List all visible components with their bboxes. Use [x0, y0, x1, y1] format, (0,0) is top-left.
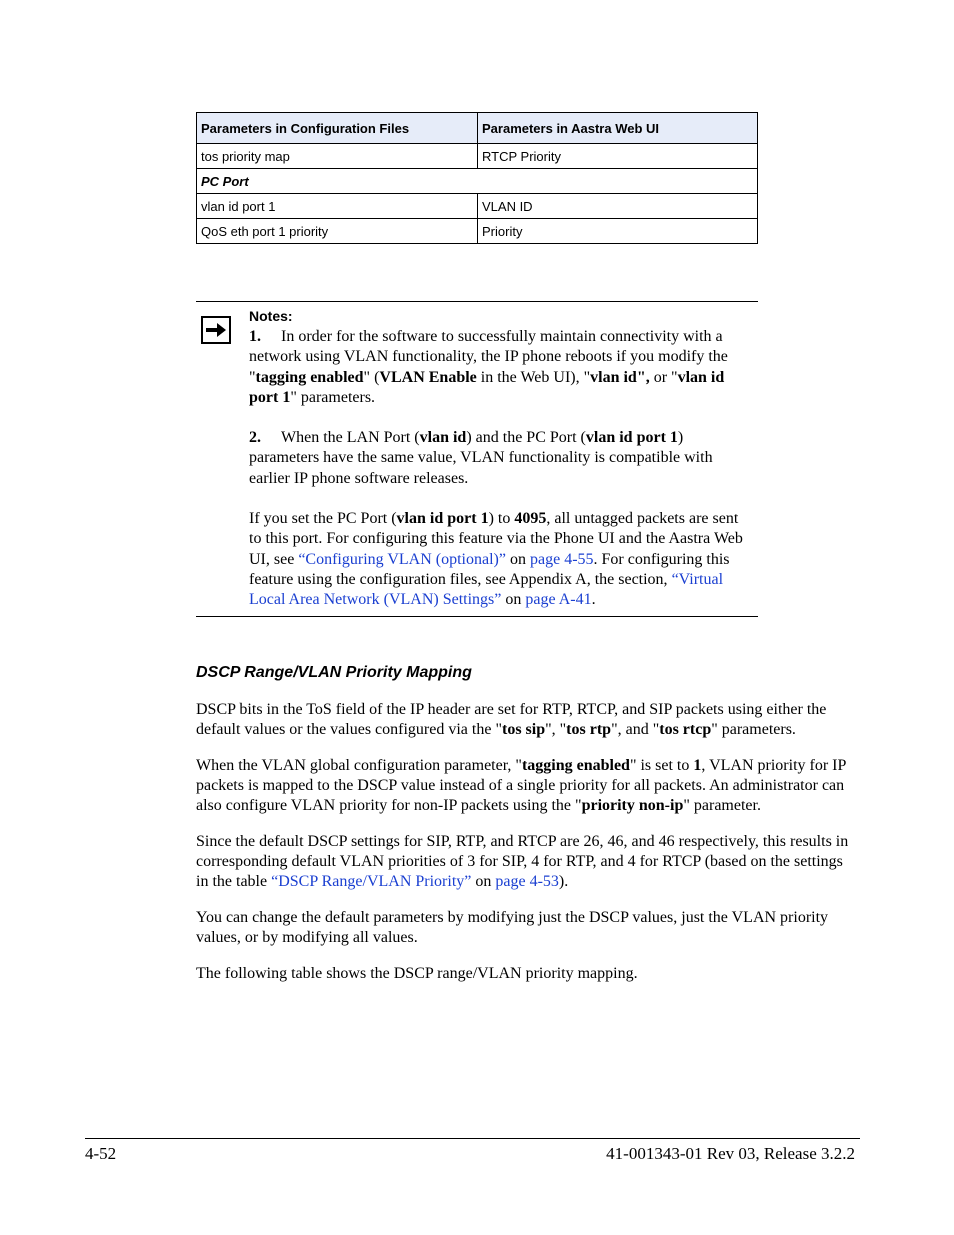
text: . [591, 591, 596, 609]
arrow-right-icon [201, 316, 231, 344]
text: When the LAN Port ( [281, 429, 420, 447]
text: When the VLAN global configuration parameter, " [196, 756, 522, 774]
table-cell: RTCP Priority [478, 144, 758, 169]
page-number: 4-52 [85, 1144, 117, 1163]
text: tagging enabled [521, 756, 630, 774]
footer-divider [85, 1138, 860, 1139]
text: ) parameters have the same value, VLAN functionality is compatible with earlier IP phone software releases. [249, 429, 713, 487]
column-header: Parameters in Aastra Web UI [478, 113, 758, 144]
link-page-a-41[interactable]: page A-41 [525, 591, 592, 609]
text: If you set the PC Port ( [249, 510, 397, 528]
text: . For configuring this feature using the configuration files, see Appendix A, the section, [249, 550, 730, 588]
note-1 [249, 327, 754, 408]
text: priority non-ip [581, 797, 684, 815]
parameters-table [196, 112, 758, 244]
table-cell: VLAN ID [478, 194, 758, 219]
text: ) and the PC Port ( [466, 429, 586, 447]
text: VLAN Enable [379, 368, 477, 386]
note-number: 2. [249, 429, 261, 447]
text: ) to [488, 510, 515, 528]
table-row [197, 144, 758, 169]
text: vlan id port 1 [249, 368, 725, 406]
text: on [505, 550, 530, 568]
text: vlan id port 1 [396, 510, 489, 528]
text: " parameters. [290, 388, 376, 406]
link-configuring-vlan[interactable]: “Configuring VLAN (optional)” [298, 550, 506, 568]
text: 4095 [514, 510, 547, 528]
link-dscp-range-table[interactable]: “DSCP Range/VLAN Priority” [271, 873, 472, 891]
table-cell: QoS eth port 1 priority [197, 219, 478, 244]
notes-body [249, 307, 754, 631]
note-2 [249, 428, 754, 489]
text: on [471, 873, 496, 891]
link-page-4-55[interactable]: page 4-55 [529, 550, 594, 568]
column-header: Parameters in Configuration Files [197, 113, 478, 144]
table-header-row [197, 113, 758, 144]
table-cell: Priority [478, 219, 758, 244]
document-id: 41-001343-01 Rev 03, Release 3.2.2 [606, 1144, 855, 1163]
text: " parameter. [683, 797, 761, 815]
text: ", and " [611, 721, 660, 739]
section-body [196, 700, 856, 1000]
text: ). [558, 873, 569, 891]
text: vlan id", [590, 368, 650, 386]
notes-title: Notes: [249, 308, 293, 324]
link-page-4-53[interactable]: page 4-53 [495, 873, 559, 891]
section-heading: DSCP Range/VLAN Priority Mapping [196, 664, 472, 681]
link-vlan-settings[interactable]: “Virtual Local Area Network (VLAN) Settings” [249, 570, 724, 609]
table-group-label: PC Port [197, 169, 758, 194]
text: vlan id [419, 429, 467, 447]
paragraph: You can change the default parameters by modifying just the DSCP values, just the VLAN priority values, or by modifying all values. [196, 909, 829, 947]
text: tos sip [501, 721, 546, 739]
text: tagging enabled [255, 368, 364, 386]
text: ", " [545, 721, 567, 739]
table-cell: vlan id port 1 [197, 194, 478, 219]
text: In order for the software to successfully maintain connectivity with a network using VLAN functionality, the IP phone reboots if you modify the " [249, 328, 728, 386]
paragraph [196, 832, 856, 893]
paragraph [196, 700, 856, 740]
text: Since the default DSCP settings for SIP, RTP, and RTCP are 26, 46, and 46 respectively, this results in corresponding default VLAN priorities of 3 for SIP, 4 for RTP, and 4 for RTCP (based on the settings in the table [196, 833, 849, 891]
text: " ( [363, 368, 380, 386]
note-3 [249, 509, 754, 610]
text: or " [649, 368, 678, 386]
text: 1 [693, 756, 702, 774]
table-cell: tos priority map [197, 144, 478, 169]
paragraph [196, 756, 856, 817]
table-row [197, 219, 758, 244]
note-number: 1. [249, 328, 261, 345]
table-group-row [197, 169, 758, 194]
text: in the Web UI), " [476, 368, 591, 386]
paragraph: The following table shows the DSCP range/VLAN priority mapping. [196, 965, 638, 983]
text: tos rtcp [659, 721, 712, 739]
text: on [501, 591, 526, 609]
text: , VLAN priority for IP packets is mapped to the DSCP value instead of a single priority for all packets. An administrator can also configure VLAN priority for non-IP packets using the " [196, 756, 846, 815]
text: tos rtp [566, 721, 612, 739]
text: DSCP bits in the ToS field of the IP header are set for RTP, RTCP, and SIP packets using either the default values or the values configured via the " [196, 701, 827, 739]
text: , all untagged packets are sent to this port. For configuring this feature via the Phone UI and the Aastra Web UI, see [249, 510, 743, 568]
text: vlan id port 1 [585, 429, 678, 447]
text: " is set to [629, 756, 694, 774]
notes-box [196, 301, 758, 617]
text: " parameters. [711, 721, 796, 739]
table-row [197, 194, 758, 219]
